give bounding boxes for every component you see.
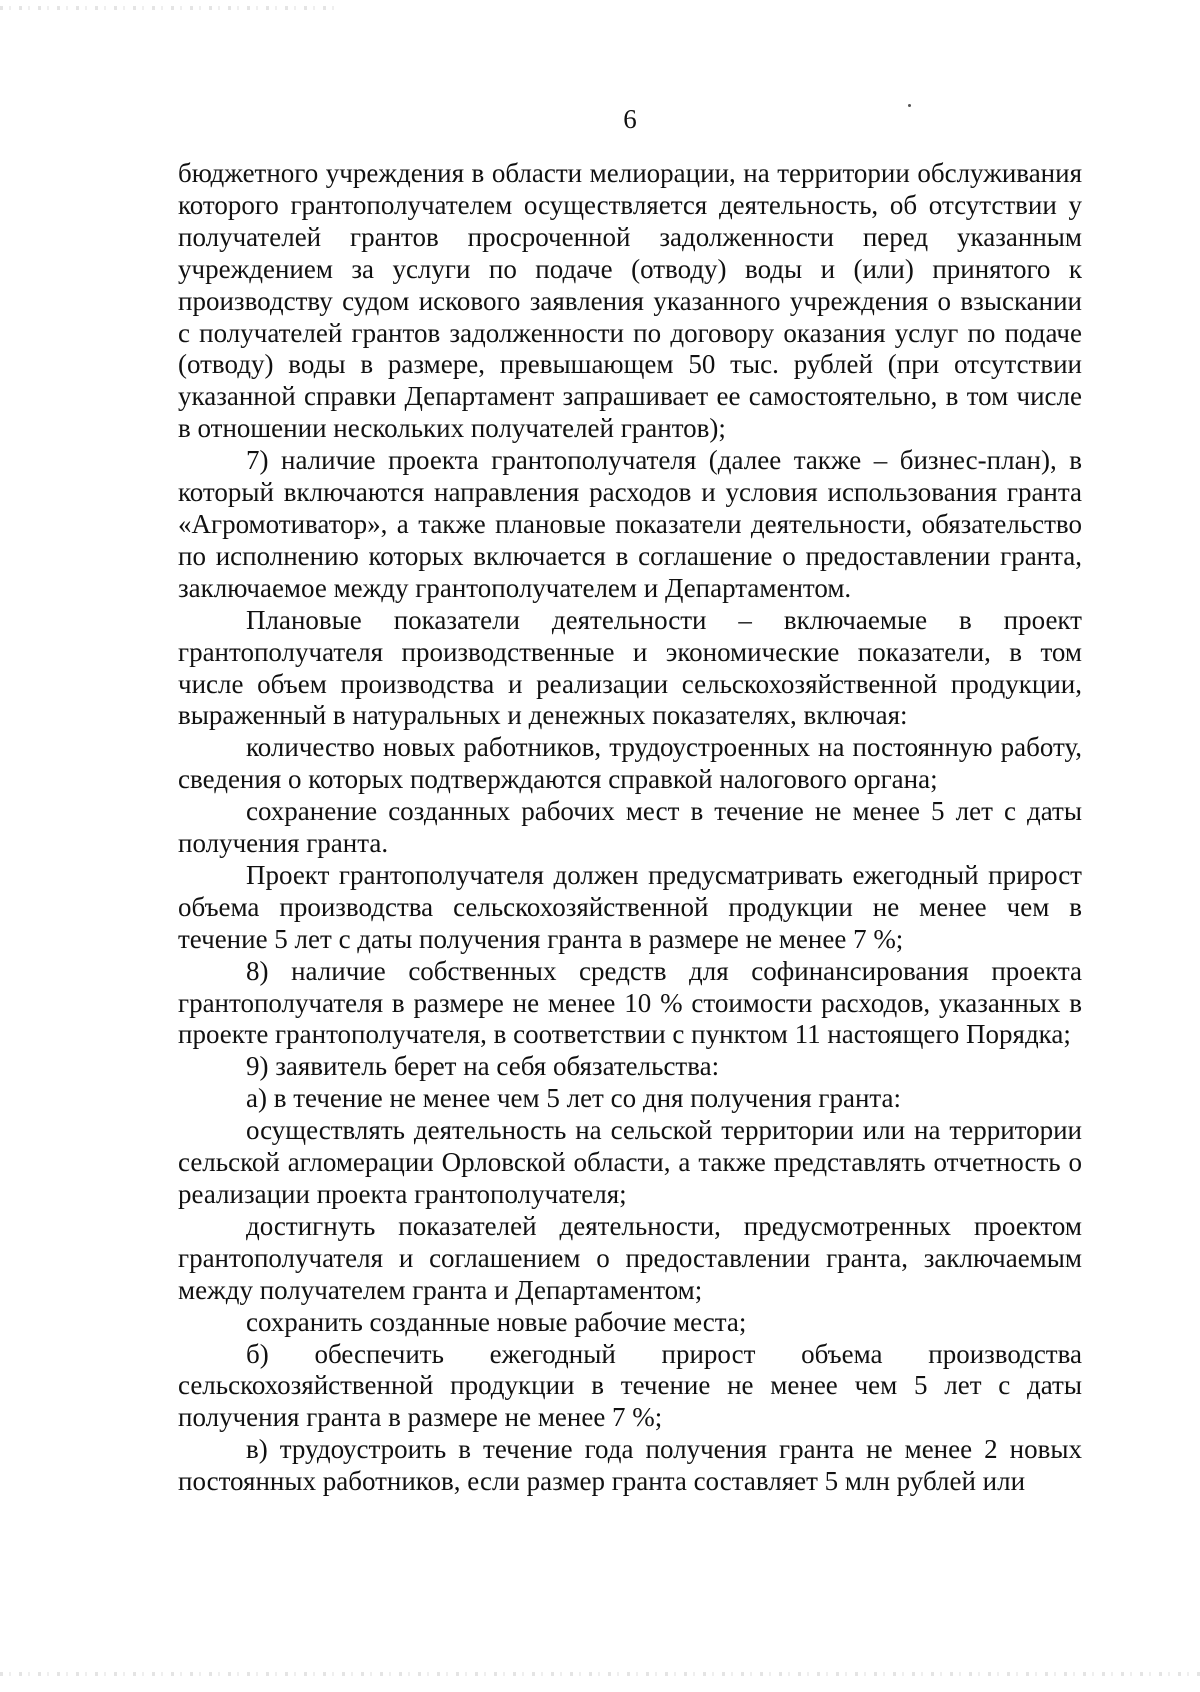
page-number: 6 <box>623 104 637 134</box>
paragraph-item-9v: в) трудоустроить в течение года получения гранта не менее 2 новых постоянных работников, если размер гранта составляет 5 млн рублей или <box>178 1434 1082 1497</box>
paragraph-item-9b: б) обеспечить ежегодный прирост объема производства сельскохозяйственной продукции в течение не менее чем 5 лет с даты получения гранта в размере не менее 7 %; <box>178 1338 1082 1433</box>
paragraph-item-7: 7) наличие проекта грантополучателя (далее также – бизнес-план), в который включаются направления расходов и условия использования гранта «Агромотиватор», а также плановые показатели деятельности, обязательство по исполнению которых включается в соглашение о предоставлении гранта, заключаемое между грантополучателем и Департаментом. <box>178 445 1082 603</box>
paragraph-planned-indicators: Плановые показатели деятельности – включаемые в проект грантополучателя производственные и экономические показатели, в том числе объем производства и реализации сельскохозяйственной продукции, выраженный в натуральных и денежных показателях, включая: <box>178 604 1082 731</box>
paragraph-item-8: 8) наличие собственных средств для софинансирования проекта грантополучателя в размере не менее 10 % стоимости расходов, указанных в проекте грантополучателя, в соответствии с пунктом 11 настоящего Порядка; <box>178 955 1082 1050</box>
paragraph-save-jobs: сохранить созданные новые рабочие места; <box>246 1306 747 1337</box>
paragraph-continuation: бюджетного учреждения в области мелиорации, на территории обслуживания которого грантополучателем осуществляется деятельность, об отсутствии у получателей грантов просроченной задолженности перед указанным учреждением за услуги по подаче (отводу) воды и (или) принятого к производству судом искового заявления указанного учреждения о взыскании с получателей грантов задолженности по договору оказания услуг по подаче (отводу) воды в размере, превышающем 50 тыс. рублей (при отсутствии указанной справки Департамент запрашивает ее самостоятельно, в том числе в отношении нескольких получателей грантов); <box>178 158 1082 444</box>
paragraph-annual-growth: Проект грантополучателя должен предусматривать ежегодный прирост объема производства сельскохозяйственной продукции не менее чем в течение 5 лет с даты получения гранта в размере не менее 7 %; <box>178 859 1082 954</box>
paragraph-activity-territory: осуществлять деятельность на сельской территории или на территории сельской агломерации Орловской области, а также представлять отчетность о реализации проекта грантополучателя; <box>178 1115 1082 1209</box>
paragraph-item-9a: а) в течение не менее чем 5 лет со дня получения гранта: <box>246 1083 902 1114</box>
paragraph-item-9: 9) заявитель берет на себя обязательства: <box>246 1051 720 1082</box>
paragraph-new-workers: количество новых работников, трудоустроенных на постоянную работу, сведения о которых подтверждаются справкой налогового органа; <box>178 732 1082 795</box>
paragraph-keep-jobs: сохранение созданных рабочих мест в течение не менее 5 лет с даты получения гранта. <box>178 796 1082 859</box>
scan-artifact-top <box>0 6 340 10</box>
paragraph-achieve-indicators: достигнуть показателей деятельности, предусмотренных проектом грантополучателя и соглашением о предоставлении гранта, заключаемым между получателем гранта и Департаментом; <box>178 1210 1082 1305</box>
scan-artifact-bottom <box>0 1672 1200 1676</box>
document-body <box>178 158 1082 1498</box>
